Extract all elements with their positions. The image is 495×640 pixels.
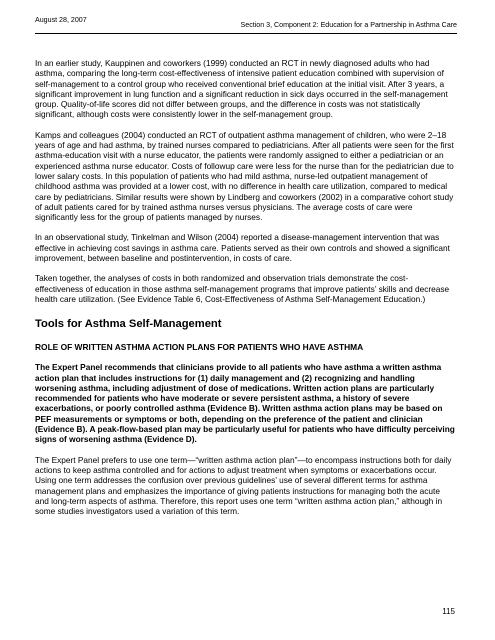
section-heading: Tools for Asthma Self-Management — [35, 318, 222, 331]
page-header — [35, 16, 457, 36]
page-number: 115 — [442, 607, 455, 616]
subheading: ROLE OF WRITTEN ASTHMA ACTION PLANS FOR PATIENTS WHO HAVE ASTHMA — [35, 342, 364, 353]
header-section-title: Section 3, Component 2: Education for a Partnership in Asthma Care — [240, 21, 457, 29]
page-body — [35, 58, 455, 526]
paragraph-terminology: The Expert Panel prefers to use one term—“written asthma action plan”—to encompass instructions both for daily actions to keep asthma controlled and for actions to adjust treatment when symptoms or exacerbations occur. Using one term addresses the confusion over previous guidelines’ use of several different terms for asthma management plans and emphasizes the importance of giving patients instructions for managing both the acute and long-term aspects of asthma. Therefore, this report uses one term “written asthma action plan,” although in some studies investigators used a variation of this term. — [35, 454, 452, 517]
recommendation-paragraph: The Expert Panel recommends that clinicians provide to all patients who have asthma a written asthma action plan that includes instructions for (1) daily management and (2) recognizing and handling worsening asthma, including adjustment of dose of medications. Written action plans are particularly recommended for patients who have moderate or severe persistent asthma, a history of severe exacerbations, or poorly controlled asthma (Evidence B). Written asthma action plans may be based on PEF measurements or symptoms or both, depending on the preference of the patient and clinician (Evidence B). A peak-flow-based plan may be particularly useful for patients who have difficulty perceiving signs of worsening asthma (Evidence D). — [35, 362, 455, 445]
paragraph-tinkelman: In an observational study, Tinkelman and Wilson (2004) reported a disease-management intervention that was effective in achieving cost savings in asthma care. Patients served as their own controls and showed a significant improvement, between baseline and postintervention, in costs of care. — [35, 232, 450, 264]
paragraph-kamps: Kamps and colleagues (2004) conducted an RCT of outpatient asthma management of children, who were 2–18 years of age and had asthma, by trained nurses compared to pediatricians. After all patients were seen for the first asthma-education visit with a nurse educator, the patients were randomly assigned to either a pediatrician or an experienced asthma nurse educator. Costs of followup care were less for the nurse than for the pediatrician due to lower salary costs. In this population of patients who had mild asthma, nurse-led outpatient management of childhood asthma was provided at a lower cost, with no difference in health care utilization, compared to medical care by pediatricians. Similar results were shown by Lindberg and coworkers (2002) in a comparative cohort study of adult patients cared for by trained asthma nurses versus physicians. The average costs of care were significantly less for the group of patients managed by nurses. — [35, 129, 454, 223]
header-rule — [35, 33, 457, 34]
header-date: August 28, 2007 — [35, 16, 87, 24]
paragraph-kauppinen: In an earlier study, Kauppinen and coworkers (1999) conducted an RCT in newly diagnosed adults who had asthma, comparing the long-term cost-effectiveness of intensive patient education combined with supervision of self-management to a control group who received conventional brief education at the initial visit. After 3 years, a significant improvement in lung function and a significant reduction in sick days occurred in the self-management group. Quality-of-life scores did not differ between groups, and the difference in costs was not statistically significant, although costs were consistently lower in the self-management group. — [35, 58, 448, 120]
paragraph-summary: Taken together, the analyses of costs in both randomized and observation trials demonstrate the cost-effectiveness of education in those asthma self-management programs that improve patients’ skills and decrease health care utilization. (See Evidence Table 6, Cost-Effectiveness of Asthma Self-Management Education.) — [35, 273, 450, 304]
